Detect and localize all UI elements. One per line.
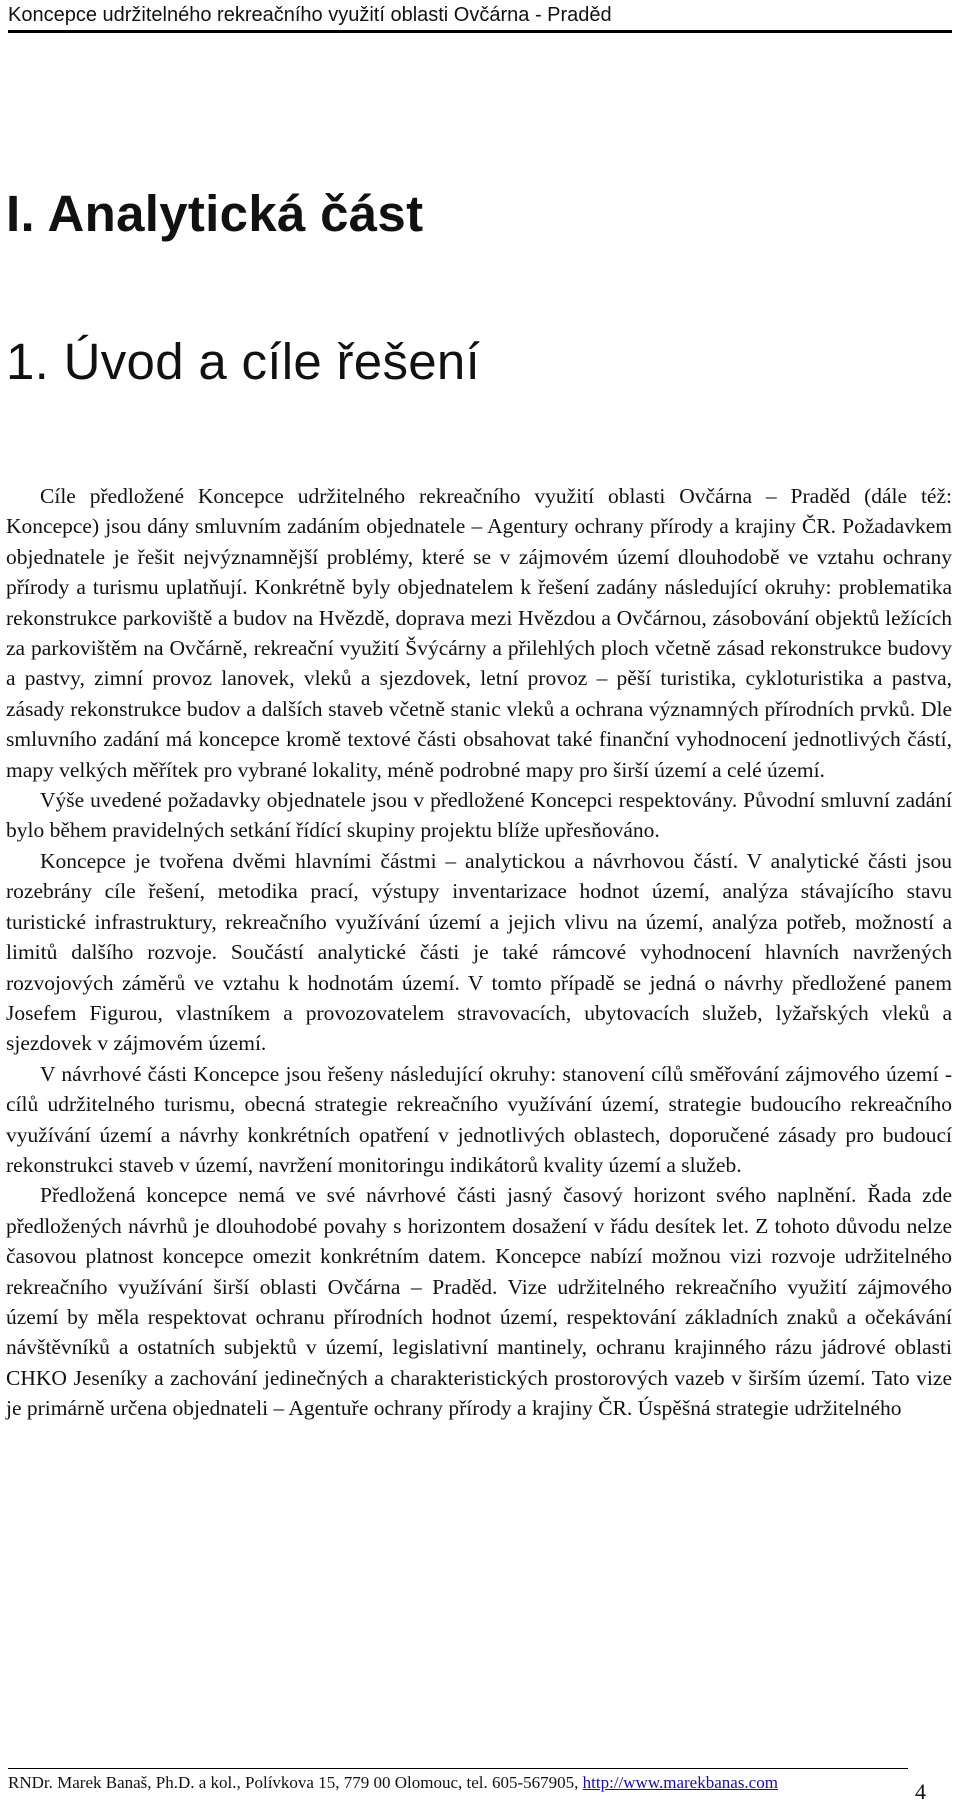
footer [8, 1772, 778, 1794]
page-number: 4 [915, 1779, 926, 1804]
running-header: Koncepce udržitelného rekreačního využití oblasti Ovčárna - Praděd [8, 2, 952, 33]
paragraph: Výše uvedené požadavky objednatele jsou v předložené Koncepci respektovány. Původní smluvní zadání bylo během pravidelných setkání řídící skupiny projektu blíže upřesňováno. [6, 788, 952, 843]
section-heading: 1. Úvod a cíle řešení [6, 333, 481, 390]
part-heading: I. Analytická část [6, 185, 424, 242]
paragraph: Předložená koncepce nemá ve své návrhové části jasný časový horizont svého naplnění. Řada zde předložených návrhů je dlouhodobé povahy s horizontem dosažení v řádu desítek let. Z tohoto důvodu nelze časovou platnost koncepce omezit konkrétním datem. Koncepce nabízí možnou vizi rozvoje udržitelného rekreačního využívání širší oblasti Ovčárna – Praděd. Vize udržitelného rekreačního využití zájmového území by měla respektovat ochranu přírodních hodnot území, respektování základních znaků a očekávání návštěvníků a ostatních subjektů v území, legislativní mantinely, ochranu krajinného rázu jádrové oblasti CHKO Jeseníky a zachování jedinečných a charakteristických prostorových vazeb v širším území. Tato vize je primárně určena objednateli – Agentuře ochrany přírody a krajiny ČR. Úspěšná strategie udržitelného [6, 1183, 952, 1421]
body-text [6, 481, 952, 1424]
paragraph: Cíle předložené Koncepce udržitelného rekreačního využití oblasti Ovčárna – Praděd (dále též: Koncepce) jsou dány smluvním zadáním objednatele – Agentury ochrany přírody a krajiny ČR. Požadavkem objednatele je řešit nejvýznamnější problémy, které se v zájmovém území dlouhodobě ve vztahu ochrany přírody a turismu uplatňují. Konkrétně byly objednatelem k řešení zadány následující okruhy: problematika rekonstrukce parkoviště a budov na Hvězdě, doprava mezi Hvězdou a Ovčárnou, zásobování objektů ležících za parkovištěm na Ovčárně, rekreační využití Švýcárny a přilehlých ploch včetně zásad rekonstrukce budovy a pastvy, zimní provoz lanovek, vleků a sjezdovek, letní provoz – pěší turistika, cykloturistika a pastva, zásady rekonstrukce budov a dalších staveb včetně stanic vleků a ochrana významných přírodních prvků. Dle smluvního zadání má koncepce kromě textové části obsahovat také finanční vyhodnocení jednotlivých částí, mapy velkých měřítek pro vybrané lokality, méně podrobné mapy pro širší území a celé území. [6, 484, 952, 782]
footer-website-link[interactable]: http://www.marekbanas.com [582, 1773, 778, 1792]
paragraph: V návrhové části Koncepce jsou řešeny následující okruhy: stanovení cílů směřování zájmového území - cílů udržitelného turismu, obecná strategie rekreačního využívání území, strategie budoucího rekreačního využívání území a návrhy konkrétních opatření v jednotlivých oblastech, doporučené zásady pro budoucí rekonstrukci staveb v území, navržení monitoringu indikátorů kvality území a služeb. [6, 1061, 952, 1177]
footer-divider [8, 1768, 908, 1769]
paragraph: Koncepce je tvořena dvěmi hlavními částmi – analytickou a návrhovou částí. V analytické části jsou rozebrány cíle řešení, metodika prací, výstupy inventarizace hodnot území, analýza stávajícího stavu turistické infrastruktury, rekreačního využívání území a jejich vlivu na území, analýza potřeb, možností a limitů dalšího rozvoje. Součástí analytické části je také rámcové vyhodnocení hlavních navržených rozvojových záměrů ve vztahu k hodnotám území. V tomto případě se jedná o návrhy předložené panem Josefem Figurou, vlastníkem a provozovatelem stravovacích, ubytovacích služeb, lyžařských vleků a sjezdovek v zájmovém území. [6, 848, 952, 1056]
footer-author-address: RNDr. Marek Banaš, Ph.D. a kol., Polívkova 15, 779 00 Olomouc, tel. 605-567905, [8, 1773, 583, 1792]
